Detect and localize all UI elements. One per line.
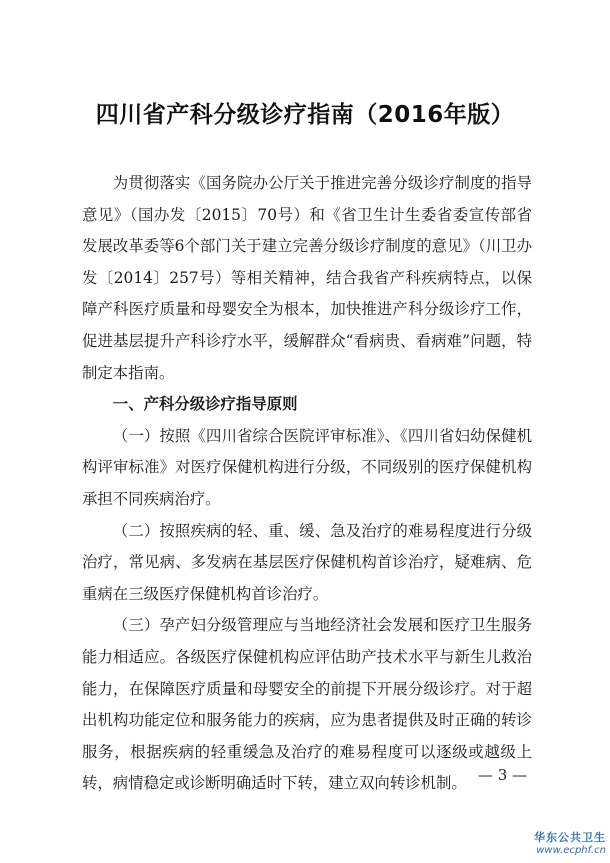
document-title: 四川省产科分级诊疗指南（2016年版） bbox=[95, 102, 515, 128]
document-body bbox=[82, 168, 532, 800]
watermark-url: www.ecphf.cn bbox=[536, 845, 606, 856]
principle-paragraph-3: （三）孕产妇分级管理应与当地经济社会发展和医疗卫生服务能力相适应。各级医疗保健机构应评估助产技术水平与新生儿救治能力，在保障医疗质量和母婴安全的前提下开展分级诊疗。对于超出机构功能定位和服务能力的疾病，应为患者提供及时正确的转诊服务，根据疾病的轻重缓急及治疗的难易程度可以逐级或越级上转，病情稳定或诊断明确适时下转，建立双向转诊机制。 bbox=[82, 616, 532, 793]
principle-paragraph-2: （二）按照疾病的轻、重、缓、急及治疗的难易程度进行分级治疗，常见病、多发病在基层医疗保健机构首诊治疗，疑难病、危重病在三级医疗保健机构首诊治疗。 bbox=[82, 521, 532, 603]
watermark bbox=[534, 831, 606, 857]
watermark-name: 华东公共卫生 bbox=[534, 831, 606, 844]
page-number: — 3 — bbox=[478, 766, 528, 784]
section-heading: 一、产科分级诊疗指导原则 bbox=[112, 395, 298, 414]
principle-paragraph-1: （一）按照《四川省综合医院评审标准》、《四川省妇幼保健机构评审标准》对医疗保健机构进行分级，不同级别的医疗保健机构承担不同疾病治疗。 bbox=[82, 426, 532, 508]
intro-paragraph: 为贯彻落实《国务院办公厅关于推进完善分级诊疗制度的指导意见》（国办发〔2015〕70号）和《省卫生计生委省委宣传部省发展改革委等6个部门关于建立完善分级诊疗制度的意见》（川卫办发〔2014〕257号）等相关精神，结合我省产科疾病特点，以保障产科医疗质量和母婴安全为根本，加快推进产科分级诊疗工作，促进基层提升产科诊疗水平，缓解群众“看病贵、看病难”问题，特制定本指南。 bbox=[82, 174, 532, 382]
